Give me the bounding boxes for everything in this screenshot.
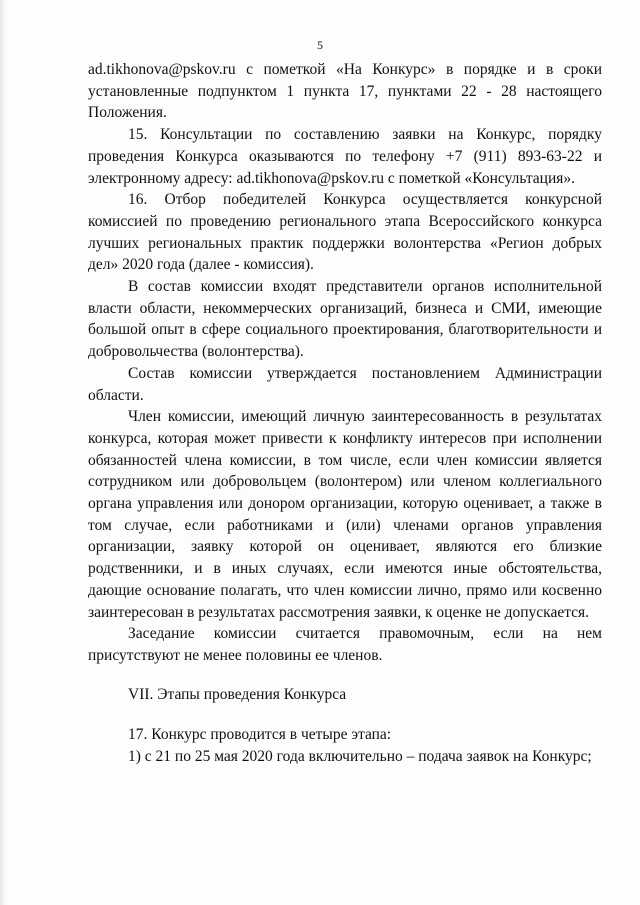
page-number: 5	[317, 38, 323, 52]
paragraph: Член комиссии, имеющий личную заинтересованность в результатах конкурса, которая может привести к конфликту интересов при исполнении обязанностей члена комиссии, в том числе, если член комиссии является сотрудником или добровольцем (волонтером) или членом коллегиального органа управления или донором организации, которую оценивает, а также в том случае, если работниками и (или) членами органов управления организации, заявку которой он оценивает, являются его близкие родственники, и в иных случаях, если имеются иные обстоятельства, дающие основание полагать, что член комиссии лично, прямо или косвенно заинтересован в результатах рассмотрения заявки, к оценке не допускается.	[88, 408, 602, 621]
document-body	[88, 59, 602, 768]
paragraph: Состав комиссии утверждается постановлением Администрации области.	[88, 364, 602, 404]
paragraph: Заседание комиссии считается правомочным, если на нем присутствуют не менее половины ее членов.	[88, 625, 602, 664]
paragraph: 17. Конкурс проводится в четыре этапа:	[128, 726, 392, 744]
paragraphs-after-heading	[88, 724, 602, 767]
paragraph: В состав комиссии входят представители органов исполнительной власти области, некоммерческих организаций, бизнеса и СМИ, имеющие большой опыт в сфере социального проектирования, благотворительности и добровольчества (волонтерства).	[88, 278, 602, 361]
paragraph: 16. Отбор победителей Конкурса осуществляется конкурсной комиссией по проведению регионального этапа Всероссийского конкурса лучших региональных практик поддержки волонтерства «Регион добрых дел» 2020 года (далее - комиссия).	[88, 191, 602, 274]
section-heading: VII. Этапы проведения Конкурса	[128, 685, 347, 703]
paragraph: 1) с 21 по 25 мая 2020 года включительно – подача заявок на Конкурс;	[128, 748, 592, 766]
paragraphs-before-heading	[88, 59, 602, 667]
scan-edge-shadow	[0, 0, 6, 905]
paragraph: ad.tikhonova@pskov.ru с пометкой «На Конкурс» в порядке и в сроки установленные подпунктом 1 пункта 17, пунктами 22 - 28 настоящего Положения.	[88, 61, 602, 122]
paragraph: 15. Консультации по составлению заявки на Конкурс, порядку проведения Конкурса оказываются по телефону +7 (911) 893-63-22 и электронному адресу: ad.tikhonova@pskov.ru с пометкой «Консультация».	[88, 126, 602, 187]
